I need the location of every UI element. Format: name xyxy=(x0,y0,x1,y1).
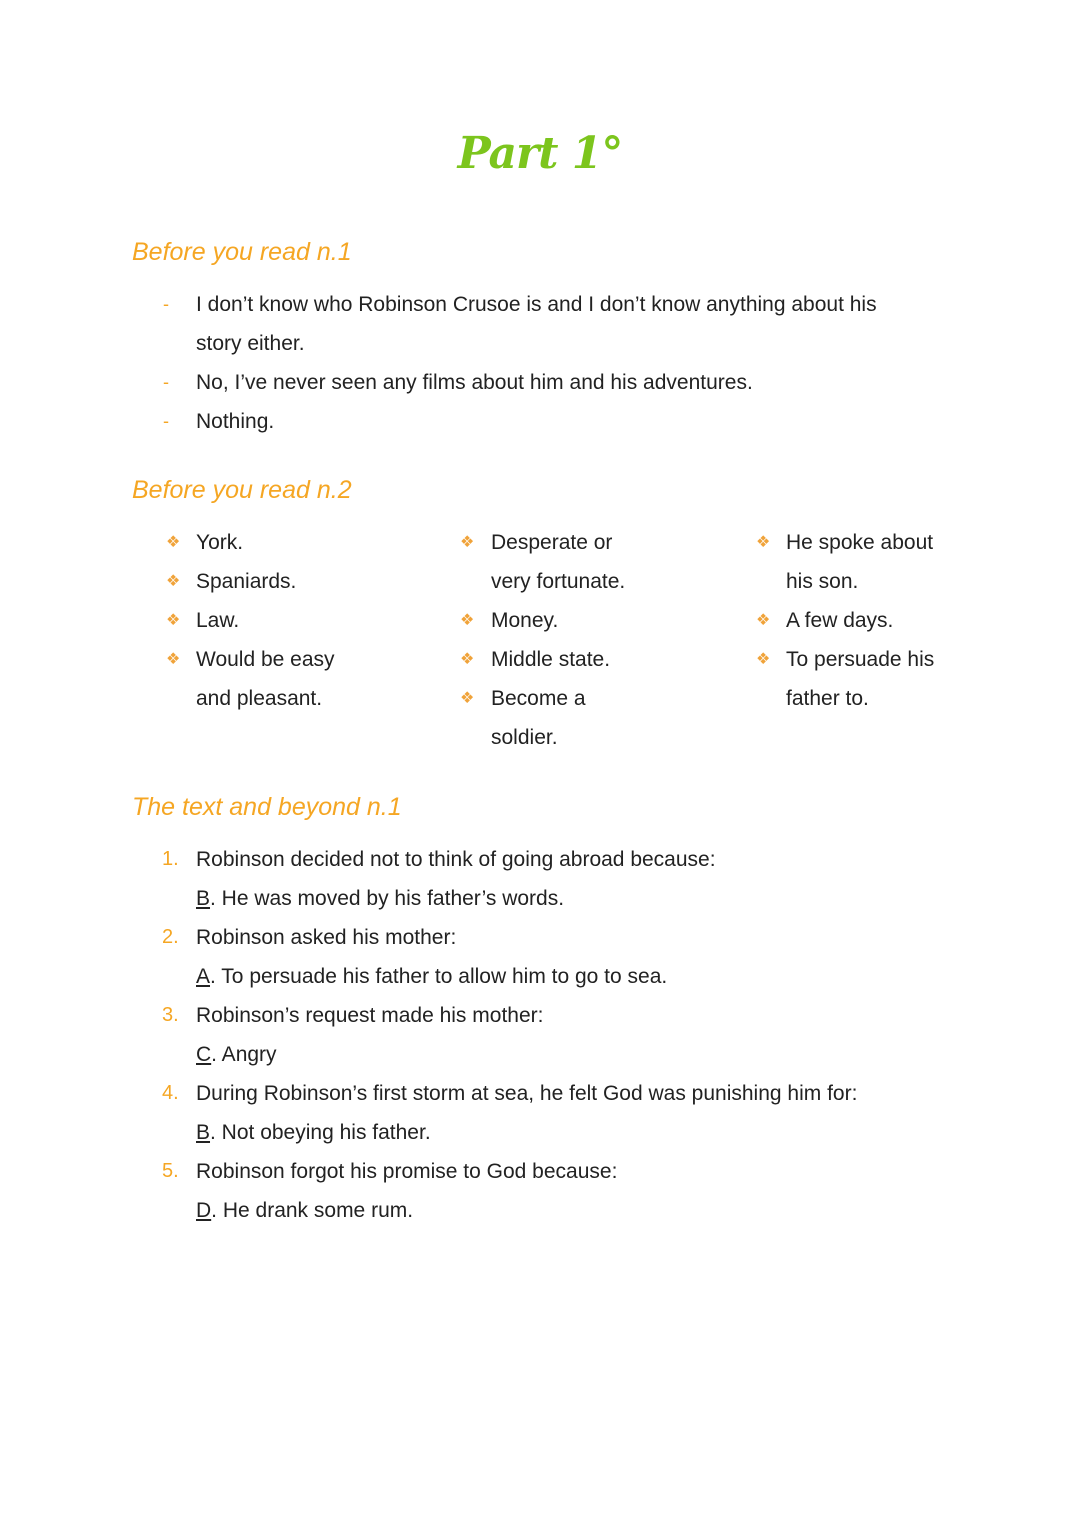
answer-text xyxy=(196,957,667,996)
bullet-dash: - xyxy=(163,372,169,392)
bullet-dash: - xyxy=(163,411,169,431)
question-text: Robinson decided not to think of going abroad because: xyxy=(196,848,716,871)
answer-option-letter: D xyxy=(196,1199,212,1222)
question-number: 2. xyxy=(162,926,179,948)
answer-line: Middle state. xyxy=(491,648,611,671)
answer-line: Spaniards. xyxy=(196,570,297,593)
diamond-bullet-icon: ❖ xyxy=(460,534,475,551)
answer-line: Money. xyxy=(491,609,559,632)
answer-option-letter: A xyxy=(196,965,211,988)
answer-line: father to. xyxy=(786,687,869,710)
diamond-bullet-icon: ❖ xyxy=(166,651,181,668)
answer-option-letter: C xyxy=(196,1043,212,1066)
answer-body: . He drank some rum. xyxy=(211,1199,414,1222)
answer-line: story either. xyxy=(196,332,305,355)
question-number: 4. xyxy=(162,1082,179,1104)
answer-body: . Not obeying his father. xyxy=(210,1121,431,1144)
diamond-bullet-icon: ❖ xyxy=(460,612,475,629)
question-text: Robinson forgot his promise to God because: xyxy=(196,1160,618,1183)
answer-line: A few days. xyxy=(786,609,894,632)
answer-line: very fortunate. xyxy=(491,570,626,593)
answer-line: soldier. xyxy=(491,726,558,749)
answer-line: Become a xyxy=(491,687,586,710)
answer-line: York. xyxy=(196,531,244,554)
answer-line: Nothing. xyxy=(196,410,275,433)
diamond-bullet-icon: ❖ xyxy=(460,651,475,668)
answer-line: To persuade his xyxy=(786,648,935,671)
answer-text xyxy=(196,879,564,918)
diamond-bullet-icon: ❖ xyxy=(166,534,181,551)
question-number: 3. xyxy=(162,1004,179,1026)
question-number: 1. xyxy=(162,848,179,870)
question-text: Robinson asked his mother: xyxy=(196,926,457,949)
bullet-dash: - xyxy=(163,294,169,314)
diamond-bullet-icon: ❖ xyxy=(756,651,771,668)
answer-body: . To persuade his father to allow him to go to sea. xyxy=(210,965,668,988)
answer-text xyxy=(196,1035,277,1074)
question-text: During Robinson’s first storm at sea, he felt God was punishing him for: xyxy=(196,1082,858,1105)
answer-line: He spoke about xyxy=(786,531,934,554)
diamond-bullet-icon: ❖ xyxy=(756,534,771,551)
answer-line: and pleasant. xyxy=(196,687,323,710)
diamond-bullet-icon: ❖ xyxy=(166,612,181,629)
answer-body: . Angry xyxy=(211,1043,277,1066)
answer-line: his son. xyxy=(786,570,859,593)
answer-text xyxy=(196,1191,413,1230)
answer-line: No, I’ve never seen any films about him and his adventures. xyxy=(196,371,753,394)
page-title: Part 1° xyxy=(457,128,623,179)
question-text: Robinson’s request made his mother: xyxy=(196,1004,544,1027)
answer-text xyxy=(196,1113,431,1152)
diamond-bullet-icon: ❖ xyxy=(756,612,771,629)
answer-line: Law. xyxy=(196,609,240,632)
section-heading-before-read-2: Before you read n.2 xyxy=(132,476,352,504)
answer-line: I don’t know who Robinson Crusoe is and I don’t know anything about his xyxy=(196,293,877,316)
answer-body: . He was moved by his father’s words. xyxy=(210,887,565,910)
section-heading-before-read-1: Before you read n.1 xyxy=(132,238,352,266)
answer-line: Desperate or xyxy=(491,531,613,554)
question-number: 5. xyxy=(162,1160,179,1182)
section-heading-text-and-beyond: The text and beyond n.1 xyxy=(132,793,402,821)
answer-line: Would be easy xyxy=(196,648,335,671)
answer-option-letter: B xyxy=(196,887,211,910)
answer-option-letter: B xyxy=(196,1121,211,1144)
diamond-bullet-icon: ❖ xyxy=(166,573,181,590)
diamond-bullet-icon: ❖ xyxy=(460,690,475,707)
